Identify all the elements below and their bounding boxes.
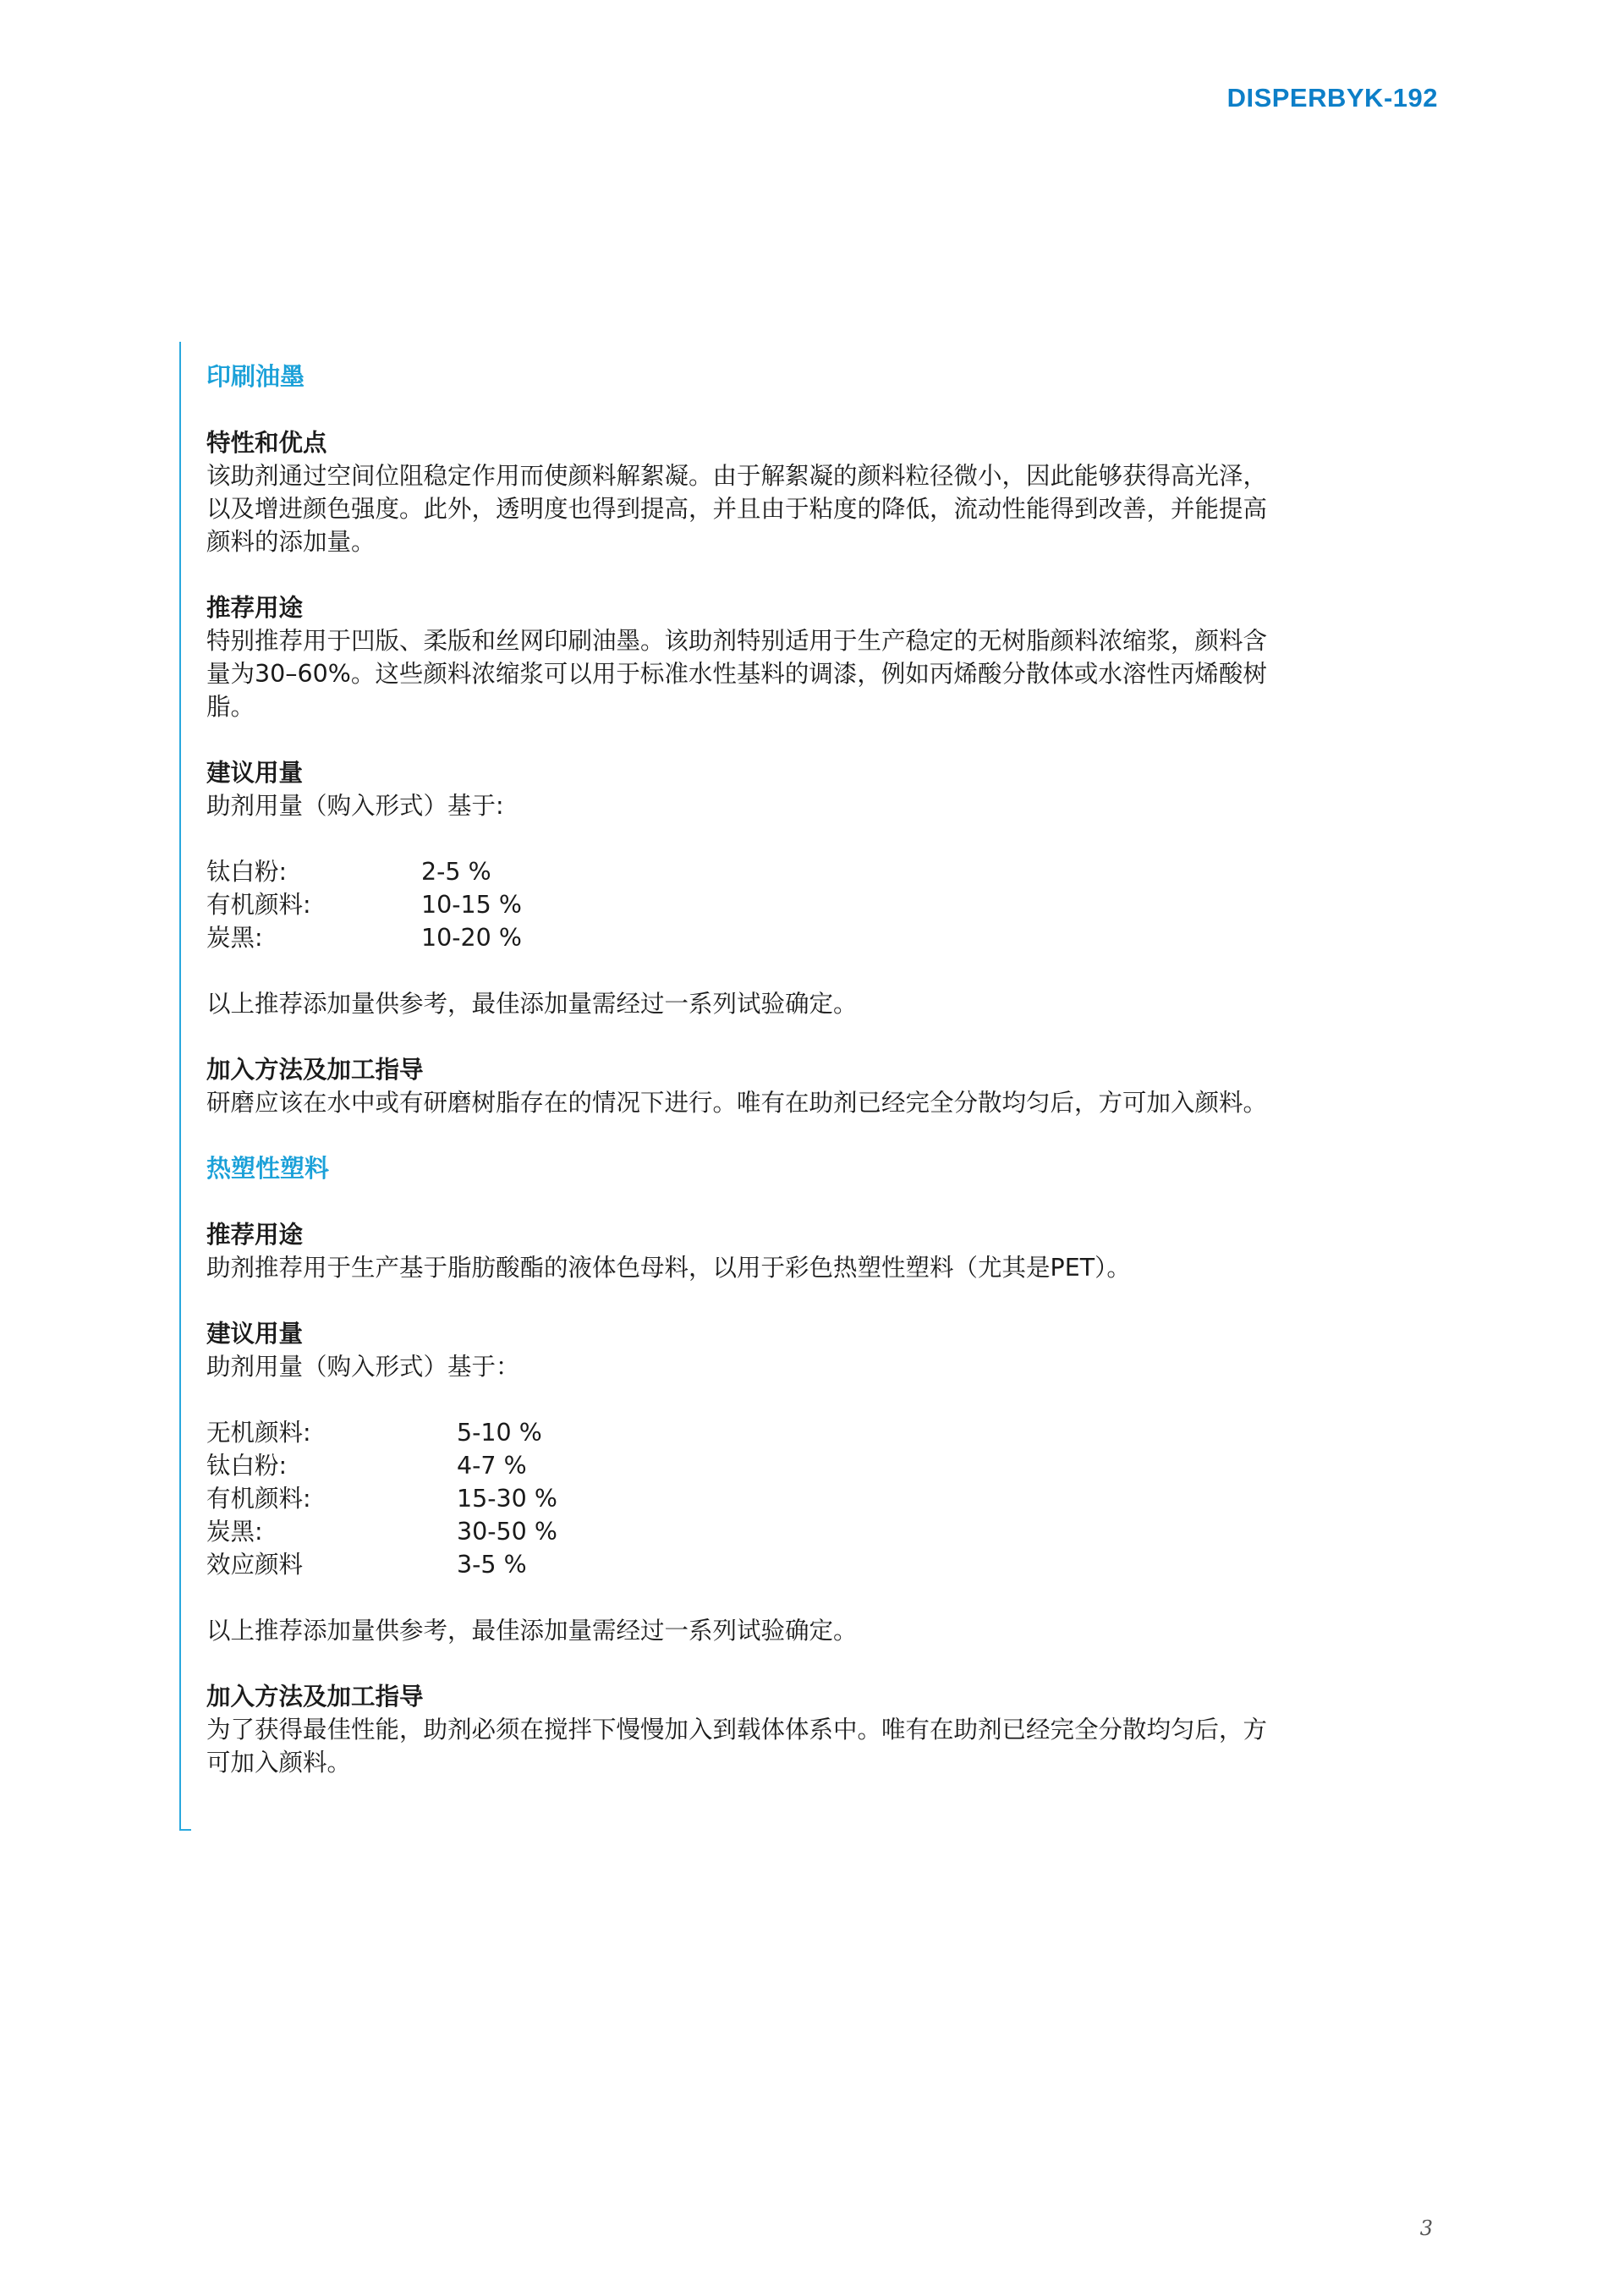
processing-text-line: 研磨应该在水中或有研磨树脂存在的情况下进行。唯有在助剂已经完全分散均匀后，方可加入颜料。 [206, 1089, 1268, 1117]
dosage-value: 10-15 % [421, 891, 522, 919]
content-block [179, 342, 1433, 1831]
dosage-note: 以上推荐添加量供参考，最佳添加量需经过一系列试验确定。 [206, 990, 858, 1018]
dosage-row [206, 888, 1433, 921]
dosage-value: 4-7 % [457, 1452, 527, 1480]
features-text-line: 该助剂通过空间位阻稳定作用而使颜料解絮凝。由于解絮凝的颜料粒径微小，因此能够获得高光泽， [206, 462, 1268, 490]
application-heading: 推荐用途 [206, 594, 304, 622]
section-title-thermoplastics: 热塑性塑料 [206, 1154, 330, 1183]
dosage-row [206, 1416, 1433, 1449]
page-number: 3 [1419, 2216, 1433, 2240]
product-name: DISPERBYK-192 [1226, 83, 1438, 113]
features-text-line: 颜料的添加量。 [206, 528, 376, 556]
application-text-line: 脂。 [206, 693, 255, 721]
application-text-line: 助剂推荐用于生产基于脂肪酸酯的液体色母料，以用于彩色热塑性塑料（尤其是PET）。 [206, 1254, 1131, 1282]
dosage-label: 无机颜料: [206, 1419, 311, 1447]
dosage-label: 钛白粉: [206, 1452, 288, 1480]
dosage-value: 5-10 % [457, 1419, 542, 1447]
dosage-value: 30-50 % [457, 1518, 557, 1546]
dosage-value: 10-20 % [421, 924, 522, 952]
processing-heading: 加入方法及加工指导 [206, 1683, 424, 1711]
dosage-value: 2-5 % [421, 858, 491, 886]
dosage-row [206, 1515, 1433, 1548]
features-heading: 特性和优点 [206, 429, 327, 457]
dosage-row [206, 1482, 1433, 1515]
dosage-row [206, 855, 1433, 888]
application-text-line: 量为30–60%。这些颜料浓缩浆可以用于标准水性基料的调漆，例如丙烯酸分散体或水溶性丙烯酸树 [206, 660, 1267, 688]
content-inner [206, 360, 1433, 1779]
dosage-label: 炭黑: [206, 924, 263, 952]
dosage-label: 有机颜料: [206, 891, 311, 919]
section-title-printing-inks: 印刷油墨 [206, 362, 305, 391]
dosage-label: 有机颜料: [206, 1485, 311, 1513]
dosage-row [206, 921, 1433, 954]
dosage-intro: 助剂用量（购入形式）基于： [206, 1353, 520, 1381]
processing-heading: 加入方法及加工指导 [206, 1056, 424, 1084]
dosage-note: 以上推荐添加量供参考，最佳添加量需经过一系列试验确定。 [206, 1617, 858, 1645]
dosage-label: 效应颜料 [206, 1551, 304, 1579]
processing-text-line: 可加入颜料。 [206, 1749, 352, 1777]
dosage-label: 炭黑: [206, 1518, 263, 1546]
dosage-row [206, 1449, 1433, 1482]
application-heading: 推荐用途 [206, 1221, 304, 1249]
application-text-line: 特别推荐用于凹版、柔版和丝网印刷油墨。该助剂特别适用于生产稳定的无树脂颜料浓缩浆，颜料含 [206, 627, 1268, 655]
dosage-value: 15-30 % [457, 1485, 557, 1513]
dosage-intro: 助剂用量（购入形式）基于: [206, 792, 504, 820]
dosage-heading: 建议用量 [206, 1320, 304, 1348]
dosage-heading: 建议用量 [206, 759, 304, 787]
dosage-label: 钛白粉: [206, 858, 288, 886]
processing-text-line: 为了获得最佳性能，助剂必须在搅拌下慢慢加入到载体体系中。唯有在助剂已经完全分散均匀后，方 [206, 1716, 1268, 1744]
dosage-row [206, 1548, 1433, 1581]
dosage-value: 3-5 % [457, 1551, 527, 1579]
features-text-line: 以及增进颜色强度。此外，透明度也得到提高，并且由于粘度的降低，流动性能得到改善，并能提高 [206, 495, 1268, 523]
